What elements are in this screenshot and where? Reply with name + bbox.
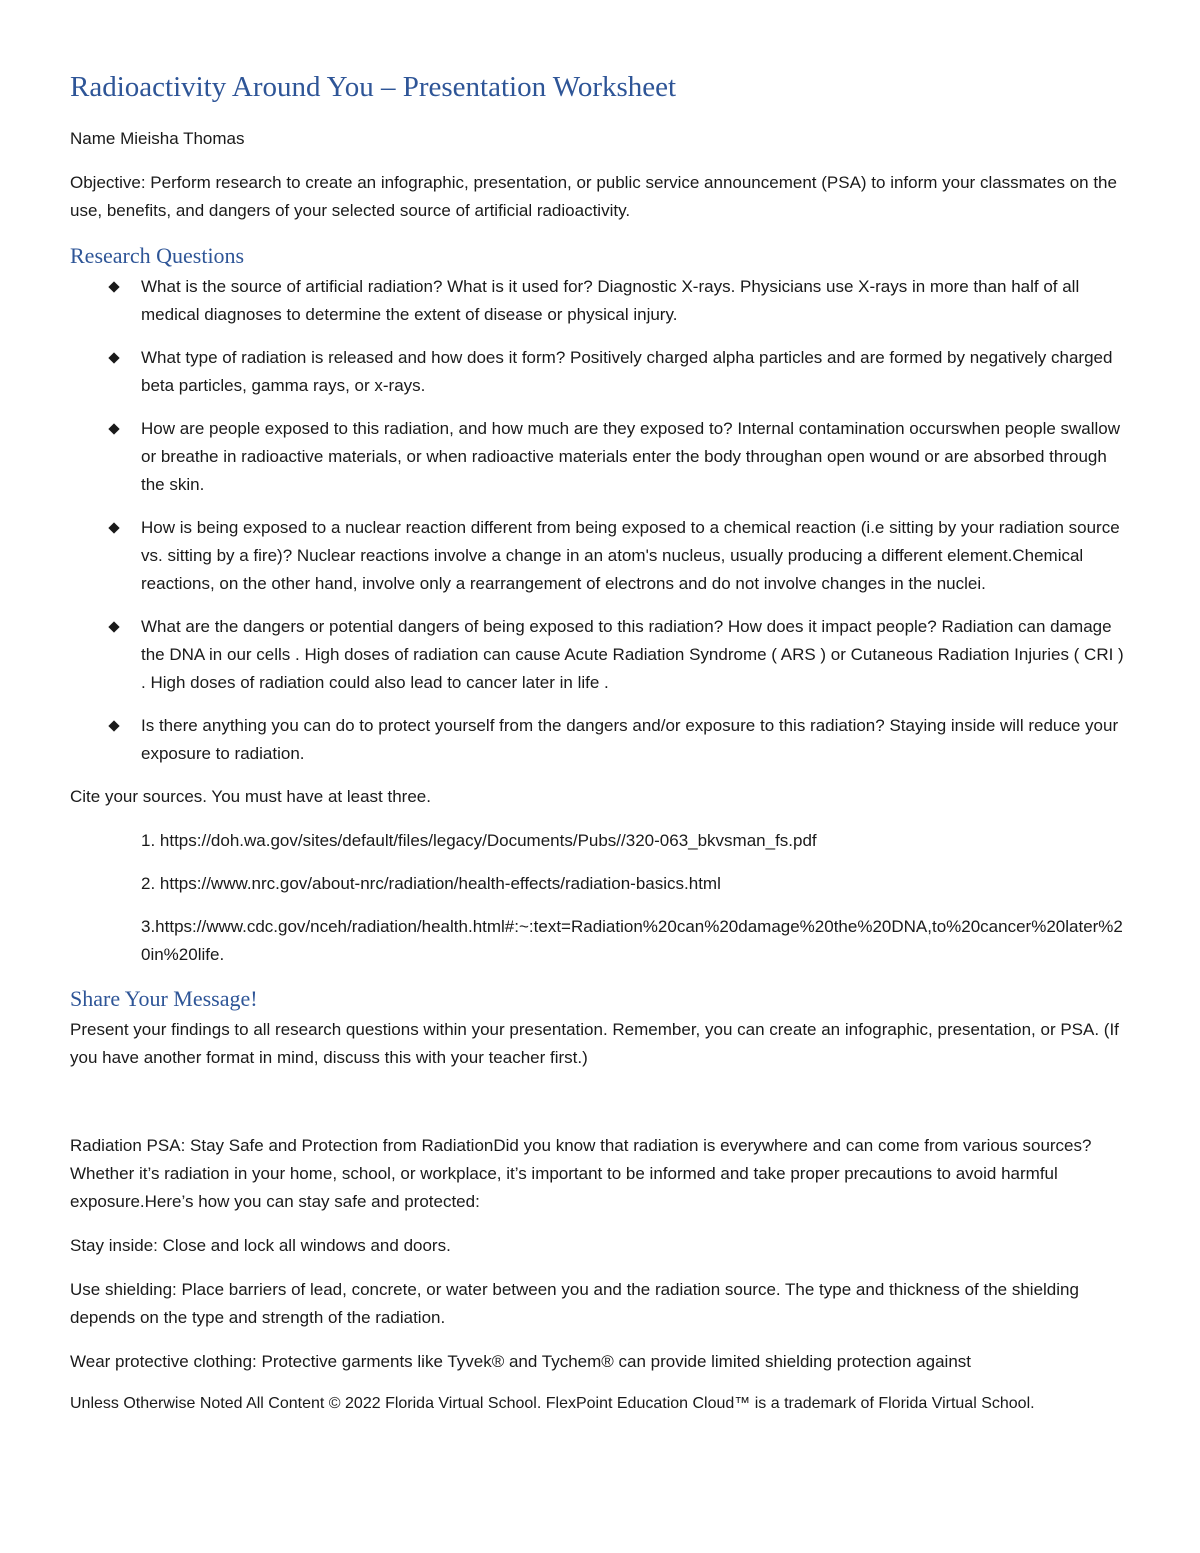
question-text: What is the source of artificial radiation? What is it used for? Diagnostic X-rays. Physicians use X-rays in more than half of all medical diagnoses to determine the extent of disease or physical injury. — [141, 276, 1080, 324]
question-text: What are the dangers or potential dangers of being exposed to this radiation? How does it impact people? Radiation can damage the DNA in our cells . High doses of radiation can cause Acute Radiation Syndrome ( ARS ) or Cutaneous Radiation Injuries ( CRI ) . High doses of radiation could also lead to cancer later in life . — [141, 616, 1124, 692]
question-text: How are people exposed to this radiation, and how much are they exposed to? Internal contamination occurswhen people swallow or breathe in radioactive materials, or when radioactive materials enter the body throughan open wound or are absorbed through the skin. — [141, 418, 1121, 494]
student-name: Name Mieisha Thomas — [70, 128, 245, 148]
worksheet-page — [70, 70, 1132, 1416]
question-text: Is there anything you can do to protect yourself from the dangers and/or exposure to this radiation? Staying inside will reduce your exposure to radiation. — [141, 715, 1119, 763]
share-message-heading: Share Your Message! — [70, 985, 258, 1011]
list-item — [70, 273, 1132, 329]
list-item — [70, 514, 1132, 598]
bullet-icon — [108, 423, 119, 434]
source-link[interactable]: 1. https://doh.wa.gov/sites/default/files/legacy/Documents/Pubs//320-063_bkvsman_fs.pdf — [141, 830, 817, 850]
sources-list — [70, 827, 1132, 969]
bullet-icon — [108, 352, 119, 363]
source-link[interactable]: 2. https://www.nrc.gov/about-nrc/radiation/health-effects/radiation-basics.html — [141, 873, 721, 893]
spacer — [70, 1088, 1132, 1132]
share-message-text: Present your findings to all research questions within your presentation. Remember, you can create an infographic, presentation, or PSA. (If you have another format in mind, discuss this with your teacher first.) — [70, 1019, 1119, 1067]
bullet-icon — [108, 522, 119, 533]
list-item — [70, 712, 1132, 768]
psa-clothing: Wear protective clothing: Protective garments like Tyvek® and Tychem® can provide limited shielding protection against — [70, 1351, 971, 1371]
psa-shielding: Use shielding: Place barriers of lead, concrete, or water between you and the radiation source. The type and thickness of the shielding depends on the type and strength of the radiation. — [70, 1279, 1079, 1327]
question-text: How is being exposed to a nuclear reaction different from being exposed to a chemical reaction (i.e sitting by your radiation source vs. sitting by a fire)? Nuclear reactions involve a change in an atom's nucleus, usually producing a different element.Chemical reactions, on the other hand, involve only a rearrangement of electrons and do not involve changes in the nuclei. — [141, 517, 1120, 593]
objective-text: Objective: Perform research to create an infographic, presentation, or public service announcement (PSA) to inform your classmates on the use, benefits, and dangers of your selected source of artificial radioactivity. — [70, 172, 1117, 220]
bullet-icon — [108, 621, 119, 632]
research-questions-list — [70, 273, 1132, 768]
psa-stay-inside: Stay inside: Close and lock all windows and doors. — [70, 1235, 451, 1255]
list-item — [70, 344, 1132, 400]
bullet-icon — [108, 281, 119, 292]
question-text: What type of radiation is released and how does it form? Positively charged alpha particles and are formed by negatively charged beta particles, gamma rays, or x-rays. — [141, 347, 1113, 395]
source-link[interactable]: 3.https://www.cdc.gov/nceh/radiation/health.html#:~:text=Radiation%20can%20damage%20the%20DNA,to%20cancer%20later%20in%20life. — [141, 916, 1123, 964]
bullet-icon — [108, 720, 119, 731]
list-item — [70, 415, 1132, 499]
copyright-footer: Unless Otherwise Noted All Content © 2022 Florida Virtual School. FlexPoint Education Cloud™ is a trademark of Florida Virtual School. — [70, 1394, 1035, 1412]
research-questions-heading: Research Questions — [70, 242, 245, 268]
page-title: Radioactivity Around You – Presentation Worksheet — [70, 71, 677, 103]
psa-intro-text: Radiation PSA: Stay Safe and Protection from RadiationDid you know that radiation is everywhere and can come from various sources? Whether it’s radiation in your home, school, or workplace, it’s important to be informed and take proper precautions to avoid harmful exposure.Here’s how you can stay safe and protected: — [70, 1135, 1092, 1211]
cite-sources-intro: Cite your sources. You must have at least three. — [70, 786, 431, 806]
list-item — [70, 613, 1132, 697]
